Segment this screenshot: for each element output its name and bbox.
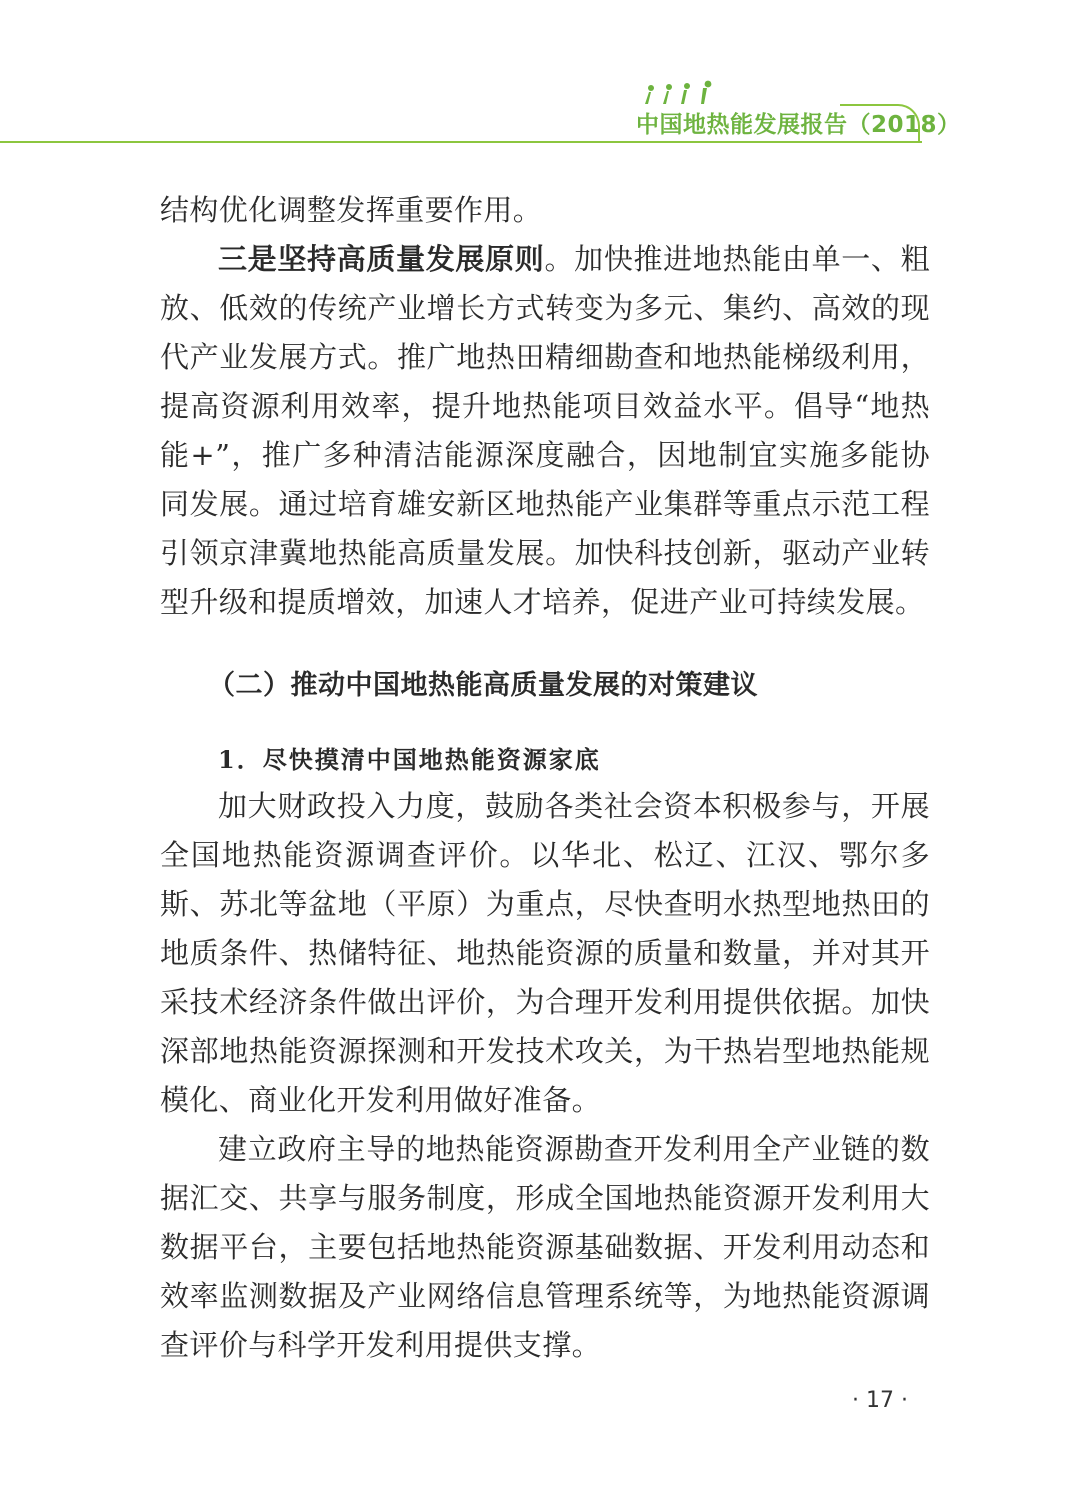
paragraph-data-platform: 建立政府主导的地热能资源勘查开发利用全产业链的数据汇交、共享与服务制度，形成全国地热能资源开发利用大数据平台，主要包括地热能资源基础数据、开发利用动态和效率监测数据及产业网络信息管理系统等，为地热能资源调查评价与科学开发利用提供支撑。	[160, 1132, 930, 1362]
paragraph-continued: 结构优化调整发挥重要作用。	[160, 193, 543, 227]
header-divider	[0, 141, 922, 143]
page-body	[160, 186, 930, 1370]
walking-figures-icon	[641, 80, 721, 106]
subsection-heading: 1．尽快摸清中国地热能资源家底	[218, 745, 601, 774]
header-bracket-decoration	[840, 104, 920, 142]
paragraph-lead-bold: 三是坚持高质量发展原则	[218, 242, 545, 276]
section-heading: （二）推动中国地热能高质量发展的对策建议	[208, 670, 758, 701]
report-title: 中国地热能发展报告（2018）	[636, 112, 961, 138]
page-number: · 17 ·	[852, 1388, 908, 1413]
paragraph-body: 。加快推进地热能由单一、粗放、低效的传统产业增长方式转变为多元、集约、高效的现代产业发展方式。推广地热田精细勘查和地热能梯级利用，提高资源利用效率，提升地热能项目效益水平。倡导“地热能+”，推广多种清洁能源深度融合，因地制宜实施多能协同发展。通过培育雄安新区地热能产业集群等重点示范工程引领京津冀地热能高质量发展。加快科技创新，驱动产业转型升级和提质增效，加速人才培养，促进产业可持续发展。	[160, 242, 931, 619]
paragraph-resource-survey: 加大财政投入力度，鼓励各类社会资本积极参与，开展全国地热能资源调查评价。以华北、松辽、江汉、鄂尔多斯、苏北等盆地（平原）为重点，尽快查明水热型地热田的地质条件、热储特征、地热能资源的质量和数量，并对其开采技术经济条件做出评价，为合理开发利用提供依据。加快深部地热能资源探测和开发技术攻关，为干热岩型地热能规模化、商业化开发利用做好准备。	[160, 789, 930, 1117]
paragraph-principle-three	[160, 235, 930, 627]
page-header	[0, 0, 1080, 150]
